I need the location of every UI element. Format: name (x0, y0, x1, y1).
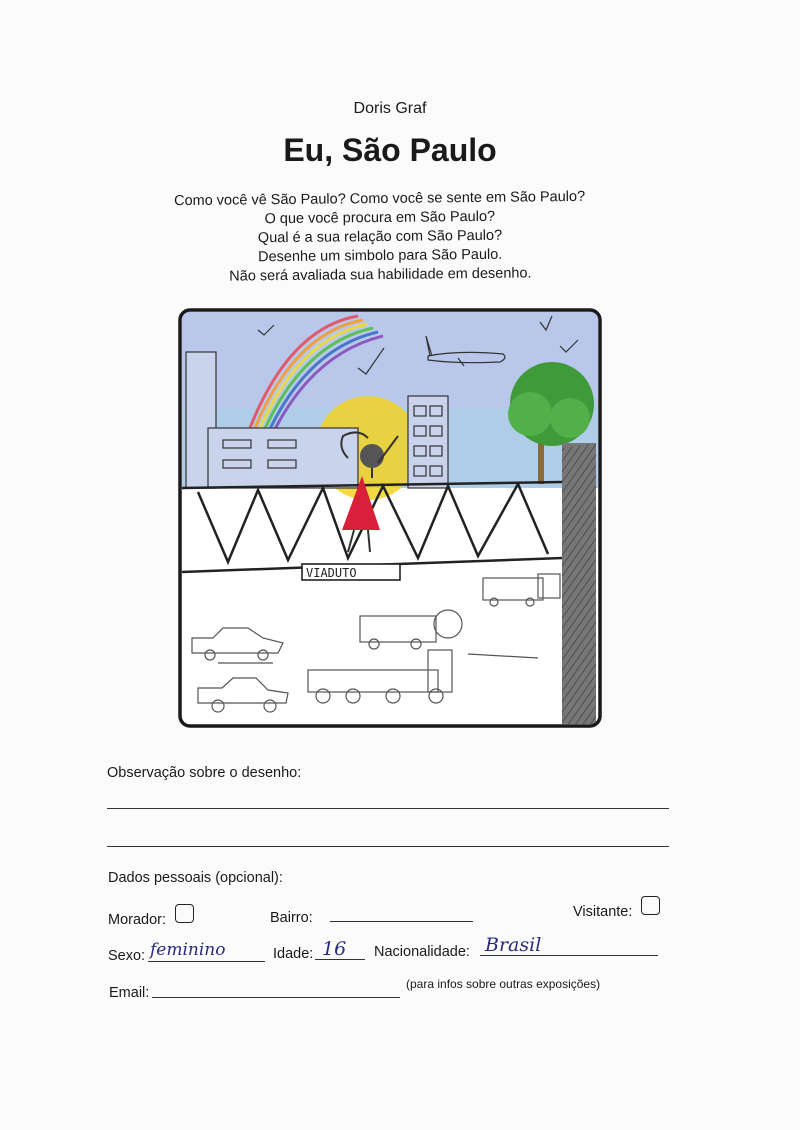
email-label: Email: (109, 985, 150, 1001)
bairro-label: Bairro: (270, 910, 313, 926)
idade-field[interactable] (315, 959, 365, 960)
viaduct-sign (302, 564, 400, 580)
nacionalidade-field[interactable] (480, 955, 658, 956)
dados-label: Dados pessoais (opcional): (108, 870, 283, 886)
observacao-line-1[interactable] (107, 808, 669, 809)
prompt-text (160, 188, 601, 288)
observacao-line-2[interactable] (107, 846, 669, 847)
author-name: Doris Graf (353, 100, 427, 117)
observacao-label: Observação sobre o desenho: (107, 765, 302, 781)
pillar (562, 443, 596, 724)
prompt-line: O que você procura em São Paulo? (264, 208, 496, 228)
visitante-checkbox[interactable] (641, 896, 660, 915)
prompt-line: Desenhe um simbolo para São Paulo. (257, 246, 503, 266)
sexo-label: Sexo: (108, 948, 146, 964)
page-title: Eu, São Paulo (283, 132, 497, 168)
visitante-label: Visitante: (573, 904, 633, 920)
email-note: (para infos sobre outras exposições) (406, 977, 601, 991)
morador-checkbox[interactable] (175, 904, 194, 923)
sexo-field[interactable] (148, 961, 265, 962)
building-right (408, 396, 448, 488)
nacionalidade-value: Brasil (485, 934, 542, 956)
child-drawing (178, 308, 602, 728)
prompt-line: Qual é a sua relação com São Paulo? (257, 227, 503, 247)
morador-label: Morador: (108, 912, 167, 928)
prompt-line: Não será avaliada sua habilidade em desenho. (229, 265, 532, 285)
sexo-value: feminino (150, 940, 226, 960)
idade-value: 16 (322, 938, 347, 960)
idade-label: Idade: (273, 946, 314, 962)
email-field[interactable] (152, 997, 400, 998)
nacionalidade-label: Nacionalidade: (374, 944, 470, 960)
viaduct-sign-text: VIADUTO (306, 566, 357, 580)
bairro-field[interactable] (330, 921, 473, 922)
prompt-line: Como você vê São Paulo? Como você se sente em São Paulo? (173, 188, 586, 210)
